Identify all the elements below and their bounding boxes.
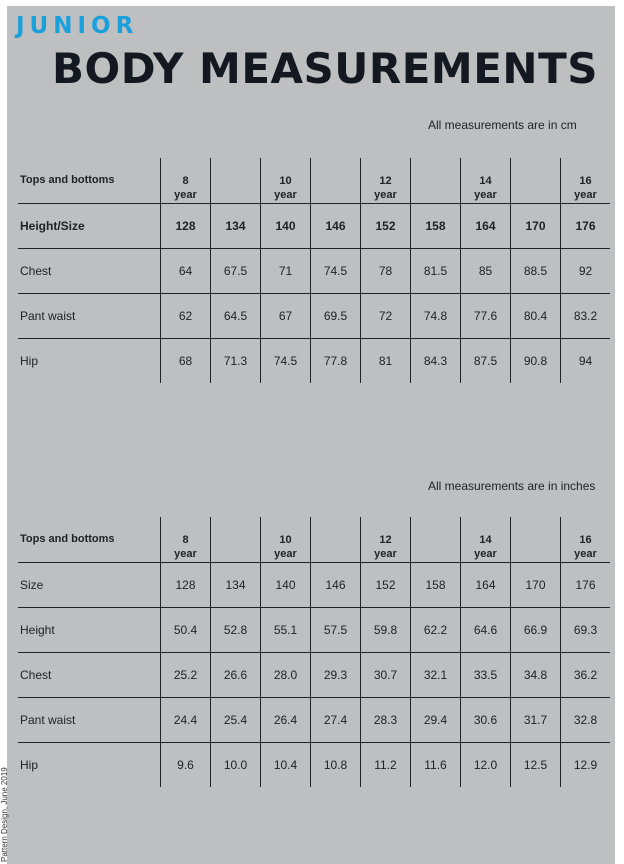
row-label: Pant waist — [18, 294, 161, 339]
age-header-cell — [411, 517, 461, 563]
measurement-cell: 81 — [361, 339, 411, 384]
measurement-cell: 68 — [161, 339, 211, 384]
pattern-credit-note: Pattern Design, June 2019 — [0, 767, 9, 862]
measurement-cell: 134 — [211, 204, 261, 249]
age-number: 8 — [182, 175, 189, 187]
measurement-cell: 50.4 — [161, 608, 211, 653]
row-label: Chest — [18, 653, 161, 698]
table-row — [18, 249, 610, 294]
measurement-cell: 128 — [161, 563, 211, 608]
inch-unit-note: All measurements are in inches — [428, 479, 596, 493]
age-unit: year — [174, 548, 197, 560]
row-label: Height — [18, 608, 161, 653]
table-row — [18, 339, 610, 384]
age-header-cell — [311, 517, 361, 563]
age-header-cell — [461, 517, 511, 563]
age-header-cell — [511, 158, 561, 204]
table-row — [18, 698, 610, 743]
age-header-cell — [311, 158, 361, 204]
age-number: 10 — [279, 175, 292, 187]
age-number: 16 — [579, 175, 592, 187]
measurement-cell: 71.3 — [211, 339, 261, 384]
age-header-cell — [561, 158, 611, 204]
measurement-cell: 67.5 — [211, 249, 261, 294]
measurement-cell: 134 — [211, 563, 261, 608]
measurement-cell: 80.4 — [511, 294, 561, 339]
age-header-cell — [461, 158, 511, 204]
measurement-cell: 10.4 — [261, 743, 311, 788]
cm-unit-note: All measurements are in cm — [428, 118, 577, 132]
age-number: 12 — [379, 175, 392, 187]
measurement-cell: 33.5 — [461, 653, 511, 698]
age-number: 14 — [479, 534, 492, 546]
measurement-cell: 87.5 — [461, 339, 511, 384]
measurement-cell: 28.3 — [361, 698, 411, 743]
measurement-cell: 170 — [511, 204, 561, 249]
measurement-cell: 9.6 — [161, 743, 211, 788]
measurement-cell: 164 — [461, 204, 511, 249]
measurement-cell: 69.3 — [561, 608, 611, 653]
measurement-cell: 59.8 — [361, 608, 411, 653]
measurement-cell: 77.8 — [311, 339, 361, 384]
measurement-cell: 32.1 — [411, 653, 461, 698]
row-label: Height/Size — [18, 204, 161, 249]
measurement-cell: 85 — [461, 249, 511, 294]
measurement-cell: 28.0 — [261, 653, 311, 698]
age-header-cell — [261, 158, 311, 204]
measurement-cell: 74.5 — [261, 339, 311, 384]
measurement-cell: 26.4 — [261, 698, 311, 743]
age-unit: year — [474, 189, 497, 201]
measurement-cell: 158 — [411, 204, 461, 249]
age-header-cell — [211, 158, 261, 204]
measurement-cell: 30.6 — [461, 698, 511, 743]
row-label: Pant waist — [18, 698, 161, 743]
age-number: 14 — [479, 175, 492, 187]
measurement-cell: 52.8 — [211, 608, 261, 653]
measurement-cell: 12.9 — [561, 743, 611, 788]
header-label: Tops and bottoms — [20, 174, 115, 186]
measurement-cell: 94 — [561, 339, 611, 384]
measurement-cell: 78 — [361, 249, 411, 294]
age-unit: year — [574, 548, 597, 560]
measurement-cell: 146 — [311, 563, 361, 608]
measurement-cell: 128 — [161, 204, 211, 249]
measurement-cell: 64 — [161, 249, 211, 294]
measurement-cell: 81.5 — [411, 249, 461, 294]
measurement-cell: 34.8 — [511, 653, 561, 698]
age-header-cell — [361, 158, 411, 204]
measurement-cell: 12.5 — [511, 743, 561, 788]
measurement-cell: 36.2 — [561, 653, 611, 698]
measurement-cell: 25.2 — [161, 653, 211, 698]
row-label: Hip — [18, 743, 161, 788]
age-number: 12 — [379, 534, 392, 546]
measurement-cell: 176 — [561, 563, 611, 608]
age-unit: year — [374, 189, 397, 201]
table-row — [18, 204, 610, 249]
age-unit: year — [274, 189, 297, 201]
measurement-cell: 32.8 — [561, 698, 611, 743]
age-header-cell — [161, 158, 211, 204]
measurement-cell: 29.4 — [411, 698, 461, 743]
age-header-cell — [211, 517, 261, 563]
age-header-cell — [261, 517, 311, 563]
age-header-cell — [561, 517, 611, 563]
measurement-cell: 25.4 — [211, 698, 261, 743]
age-unit: year — [174, 189, 197, 201]
measurement-cell: 77.6 — [461, 294, 511, 339]
table-row — [18, 608, 610, 653]
measurement-cell: 67 — [261, 294, 311, 339]
measurement-cell: 64.5 — [211, 294, 261, 339]
measurement-cell: 57.5 — [311, 608, 361, 653]
row-label: Hip — [18, 339, 161, 384]
table-row — [18, 743, 610, 788]
measurement-cell: 140 — [261, 563, 311, 608]
measurement-cell: 74.8 — [411, 294, 461, 339]
row-label: Chest — [18, 249, 161, 294]
measurement-cell: 152 — [361, 204, 411, 249]
header-label: Tops and bottoms — [20, 533, 115, 545]
inch-measurement-table — [18, 517, 610, 787]
table-header-row — [18, 158, 610, 204]
measurement-cell: 88.5 — [511, 249, 561, 294]
measurement-cell: 12.0 — [461, 743, 511, 788]
measurement-cell: 11.6 — [411, 743, 461, 788]
measurement-cell: 83.2 — [561, 294, 611, 339]
measurement-cell: 164 — [461, 563, 511, 608]
measurement-cell: 71 — [261, 249, 311, 294]
measurement-cell: 74.5 — [311, 249, 361, 294]
measurement-cell: 26.6 — [211, 653, 261, 698]
measurement-cell: 62.2 — [411, 608, 461, 653]
measurement-cell: 176 — [561, 204, 611, 249]
measurement-cell: 11.2 — [361, 743, 411, 788]
measurement-cell: 92 — [561, 249, 611, 294]
measurement-cell: 84.3 — [411, 339, 461, 384]
table-row — [18, 563, 610, 608]
measurement-cell: 29.3 — [311, 653, 361, 698]
age-unit: year — [474, 548, 497, 560]
table-row — [18, 294, 610, 339]
brand-label: JUNIOR — [16, 13, 139, 39]
measurement-cell: 152 — [361, 563, 411, 608]
measurement-cell: 31.7 — [511, 698, 561, 743]
measurement-cell: 64.6 — [461, 608, 511, 653]
age-number: 16 — [579, 534, 592, 546]
table-header-row — [18, 517, 610, 563]
age-unit: year — [574, 189, 597, 201]
measurement-cell: 72 — [361, 294, 411, 339]
measurement-cell: 30.7 — [361, 653, 411, 698]
measurement-cell: 10.0 — [211, 743, 261, 788]
cm-measurement-table — [18, 158, 610, 383]
age-number: 8 — [182, 534, 189, 546]
measurement-cell: 170 — [511, 563, 561, 608]
measurement-cell: 140 — [261, 204, 311, 249]
age-header-cell — [411, 158, 461, 204]
age-unit: year — [274, 548, 297, 560]
measurement-cell: 62 — [161, 294, 211, 339]
age-header-cell — [511, 517, 561, 563]
age-number: 10 — [279, 534, 292, 546]
measurement-cell: 158 — [411, 563, 461, 608]
measurement-cell: 55.1 — [261, 608, 311, 653]
measurement-cell: 10.8 — [311, 743, 361, 788]
page-title: BODY MEASUREMENTS — [52, 44, 598, 93]
measurement-cell: 24.4 — [161, 698, 211, 743]
measurement-cell: 66.9 — [511, 608, 561, 653]
age-unit: year — [374, 548, 397, 560]
measurement-cell: 90.8 — [511, 339, 561, 384]
measurement-cell: 146 — [311, 204, 361, 249]
table-row — [18, 653, 610, 698]
measurement-cell: 69.5 — [311, 294, 361, 339]
row-label: Size — [18, 563, 161, 608]
age-header-cell — [161, 517, 211, 563]
measurement-cell: 27.4 — [311, 698, 361, 743]
age-header-cell — [361, 517, 411, 563]
